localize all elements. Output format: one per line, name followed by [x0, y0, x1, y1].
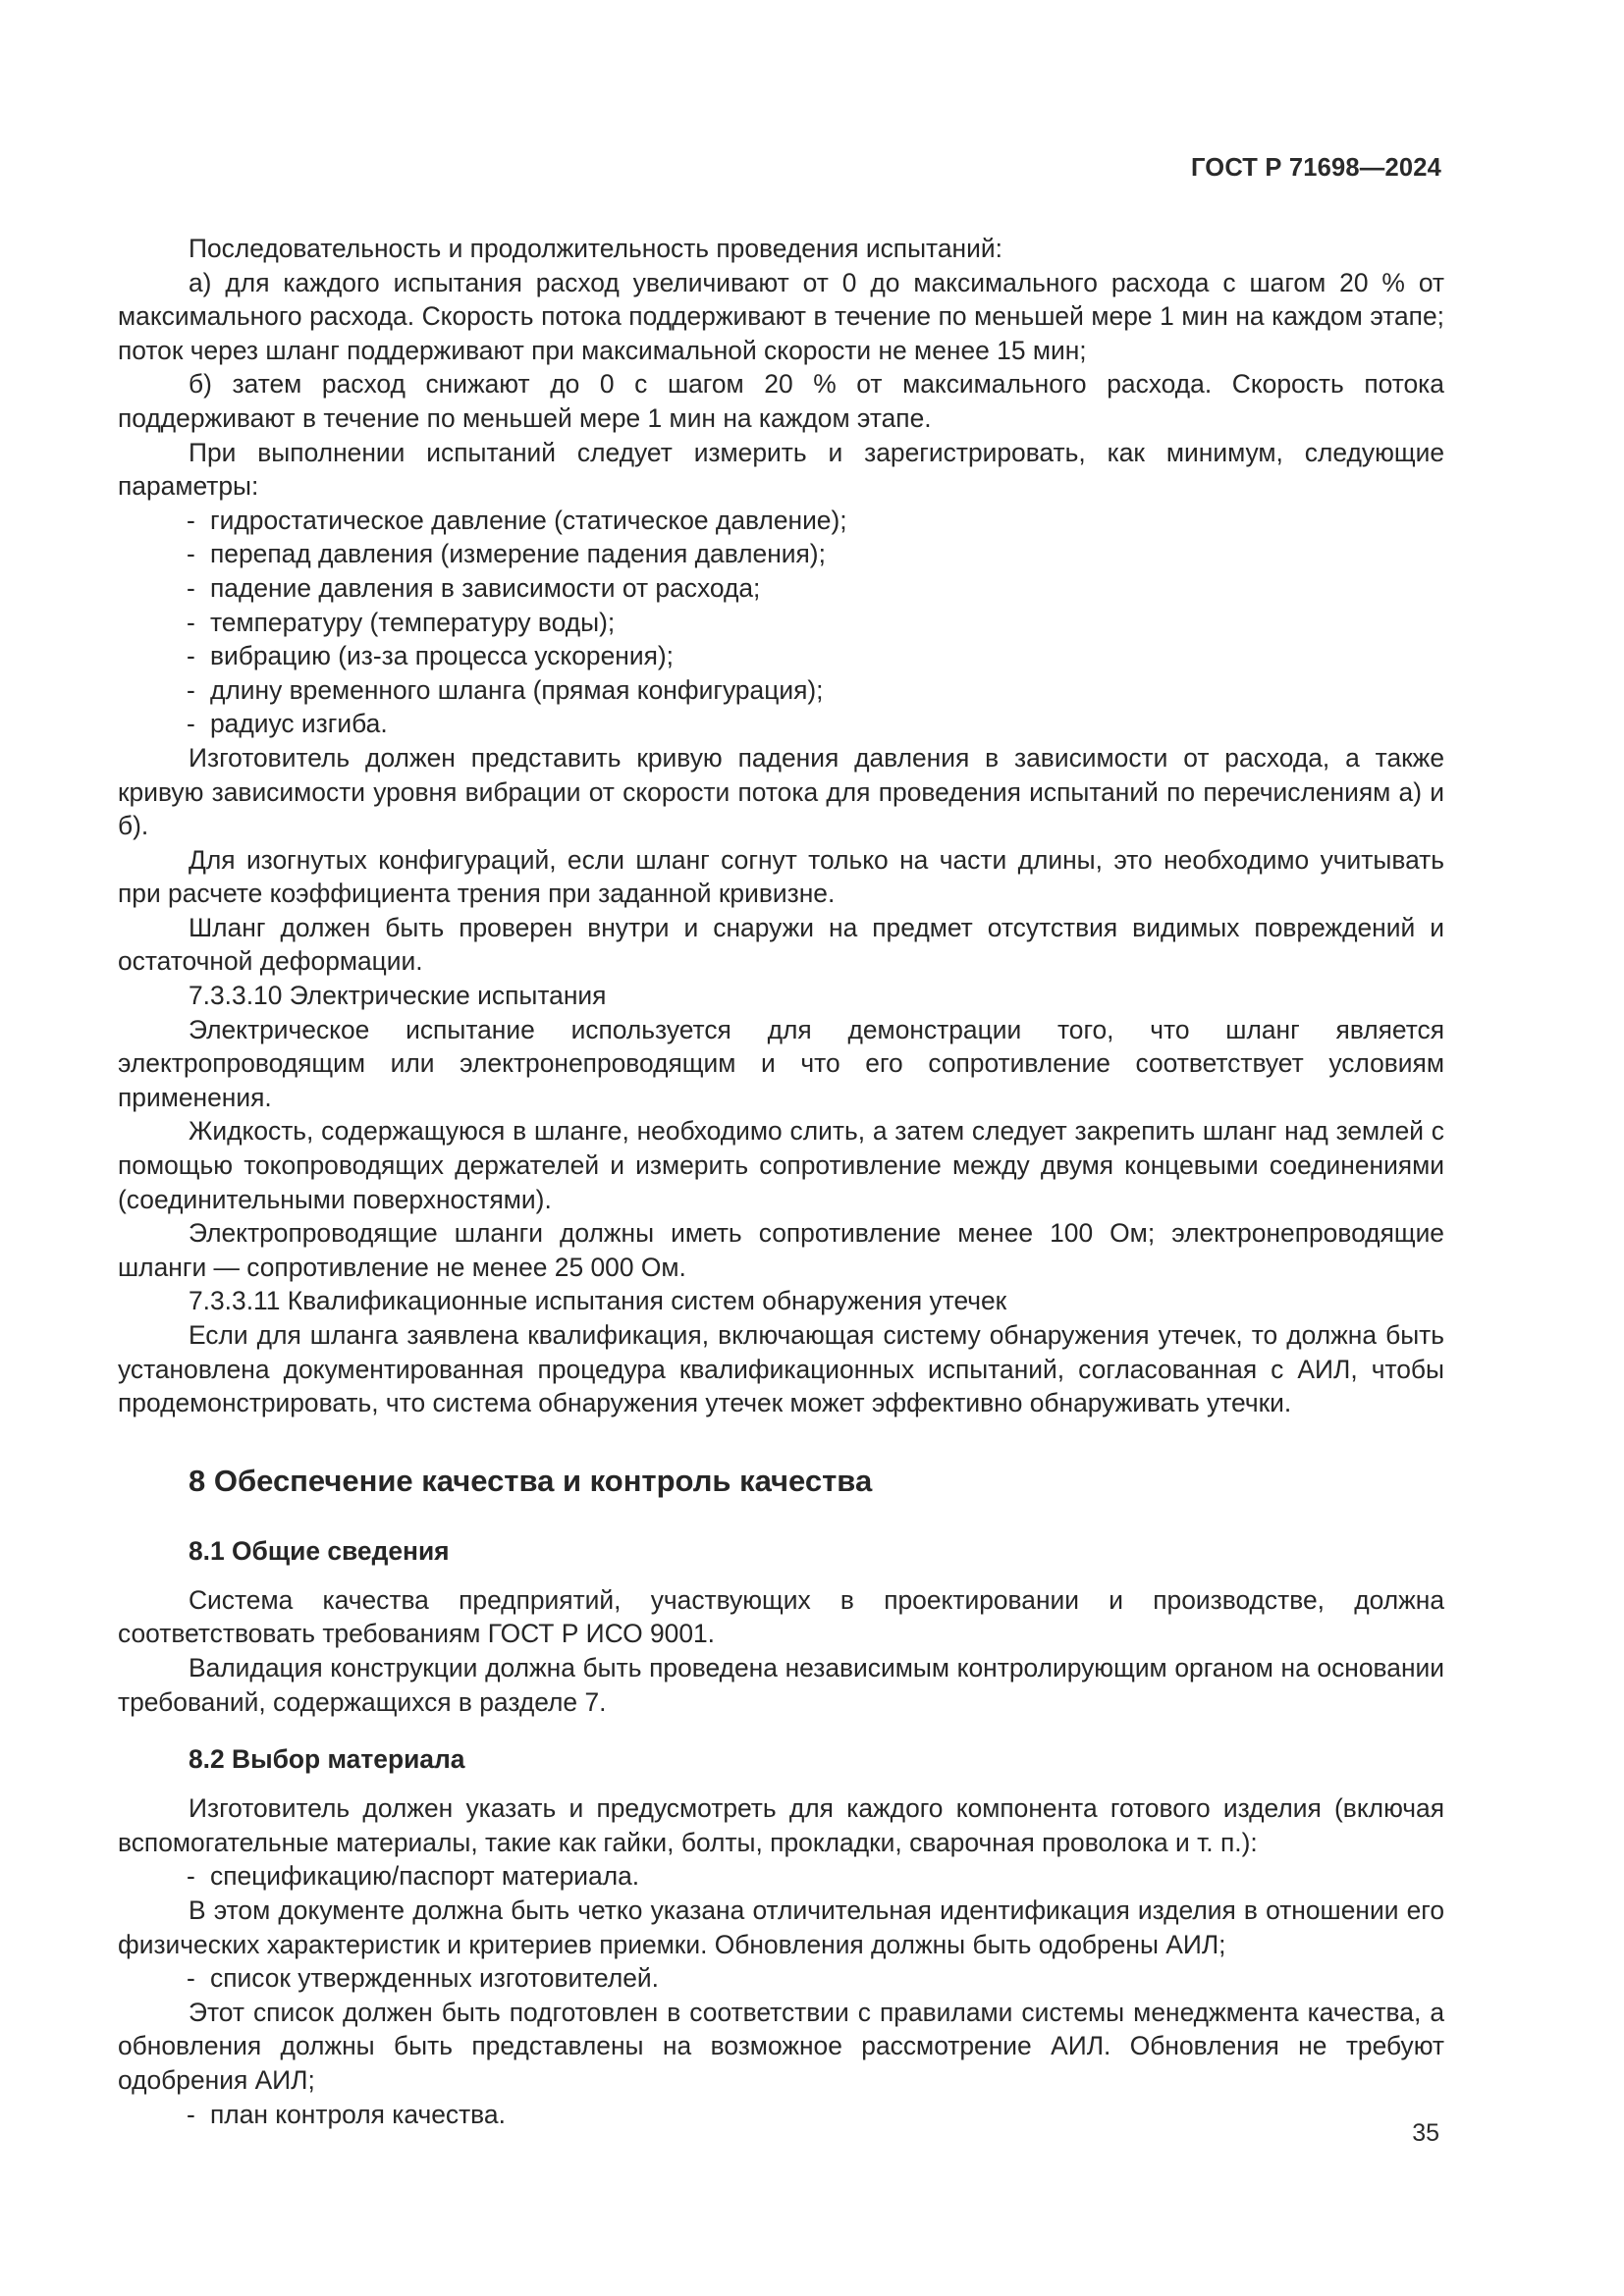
paragraph: Шланг должен быть проверен внутри и снаружи на предмет отсутствия видимых повреждений и остаточной деформации. [118, 912, 1444, 977]
list-item [118, 571, 1444, 606]
list-dash: - [187, 572, 195, 603]
paragraph: При выполнении испытаний следует измерить и зарегистрировать, как минимум, следующие параметры: [118, 437, 1444, 502]
list-item [118, 707, 1444, 741]
list-item-text: падение давления в зависимости от расхода; [210, 572, 761, 603]
list-dash: - [187, 1861, 195, 1892]
paragraph: Жидкость, содержащуюся в шланге, необходимо слить, а затем следует закрепить шланг над землей с помощью токопроводящих держателей и измерить сопротивление между двумя концевыми соединениями (соединительными поверхностями). [118, 1116, 1444, 1214]
section-title-8-2: 8.2 Выбор материала [189, 1744, 465, 1775]
list-item-text: вибрацию (из-за процесса ускорения); [210, 641, 674, 671]
paragraph: Электропроводящие шланги должны иметь сопротивление менее 100 Ом; электронепроводящие шланги — сопротивление не менее 25 000 Ом. [118, 1218, 1444, 1282]
list-item [118, 639, 1444, 673]
subsection-title-7-3-3-10: 7.3.3.10 Электрические испытания [189, 981, 607, 1011]
paragraph: Система качества предприятий, участвующих в проектировании и производстве, должна соответствовать требованиям ГОСТ Р ИСО 9001. [118, 1584, 1444, 1649]
list-item [118, 504, 1444, 538]
list-dash: - [187, 709, 195, 739]
list-dash: - [187, 2099, 195, 2129]
list-dash: - [187, 539, 195, 569]
list-item-text: радиус изгиба. [210, 709, 388, 739]
paragraph: В этом документе должна быть четко указана отличительная идентификация изделия в отношении его физических характеристик и критериев приемки. Обновления должны быть одобрены АИЛ; [118, 1895, 1444, 1959]
subsection-title-7-3-3-11: 7.3.3.11 Квалификационные испытания систем обнаружения утечек [189, 1286, 1007, 1316]
list-item [118, 606, 1444, 640]
page-content [118, 232, 1444, 2131]
list-item-text: длину временного шланга (прямая конфигурация); [210, 674, 824, 705]
list-dash: - [187, 1963, 195, 1994]
standard-code-header: ГОСТ Р 71698—2024 [1190, 154, 1441, 182]
paragraph: Последовательность и продолжительность проведения испытаний: [189, 234, 1002, 263]
list-item-text: план контроля качества. [210, 2099, 506, 2129]
paragraph: Изготовитель должен представить кривую падения давления в зависимости от расхода, а также кривую зависимости уровня вибрации от скорости потока для проведения испытаний по перечислениям а) и б). [118, 742, 1444, 841]
paragraph: Если для шланга заявлена квалификация, включающая систему обнаружения утечек, то должна быть установлена документированная процедура квалификационных испытаний, согласованная с АИЛ, чтобы продемонстрировать, что система обнаружения утечек может эффективно обнаруживать утечки. [118, 1320, 1444, 1418]
list-item-text: спецификацию/паспорт материала. [210, 1861, 640, 1892]
list-item-text: перепад давления (измерение падения давления); [210, 539, 826, 569]
list-item-text: гидростатическое давление (статическое давление); [210, 505, 847, 535]
section-title-8-1: 8.1 Общие сведения [189, 1535, 450, 1566]
list-item [118, 1961, 1444, 1996]
list-item [118, 1859, 1444, 1894]
list-item-text: список утвержденных изготовителей. [210, 1963, 659, 1994]
list-dash: - [187, 607, 195, 637]
list-item-text: температуру (температуру воды); [210, 607, 616, 637]
parameters-list [118, 504, 1444, 741]
list-item [118, 673, 1444, 708]
paragraph: Валидация конструкции должна быть проведена независимым контролирующим органом на основании требований, содержащихся в разделе 7. [118, 1652, 1444, 1717]
list-item [118, 2098, 1444, 2132]
page-number: 35 [1412, 2119, 1439, 2147]
list-dash: - [187, 641, 195, 671]
paragraph: Для изогнутых конфигураций, если шланг согнут только на части длины, это необходимо учитывать при расчете коэффициента трения при заданной кривизне. [118, 844, 1444, 909]
list-dash: - [187, 674, 195, 705]
paragraph: а) для каждого испытания расход увеличивают от 0 до максимального расхода с шагом 20 % от максимального расхода. Скорость потока поддерживают в течение по меньшей мере 1 мин на каждом этапе; поток через шланг поддерживают при максимальной скорости не менее 15 мин; [118, 267, 1444, 365]
section-title-8: 8 Обеспечение качества и контроль качества [189, 1463, 873, 1498]
list-dash: - [187, 505, 195, 535]
paragraph: Электрическое испытание используется для демонстрации того, что шланг является электропроводящим или электронепроводящим и что его сопротивление соответствует условиям применения. [118, 1014, 1444, 1112]
paragraph: Изготовитель должен указать и предусмотреть для каждого компонента готового изделия (включая вспомогательные материалы, такие как гайки, болты, прокладки, сварочная проволока и т. п.): [118, 1793, 1444, 1857]
paragraph: Этот список должен быть подготовлен в соответствии с правилами системы менеджмента качества, а обновления должны быть представлены на возможное рассмотрение АИЛ. Обновления не требуют одобрения АИЛ; [118, 1997, 1444, 2095]
paragraph: б) затем расход снижают до 0 с шагом 20 % от максимального расхода. Скорость потока поддерживают в течение по меньшей мере 1 мин на каждом этапе. [118, 369, 1444, 433]
list-item [118, 537, 1444, 571]
